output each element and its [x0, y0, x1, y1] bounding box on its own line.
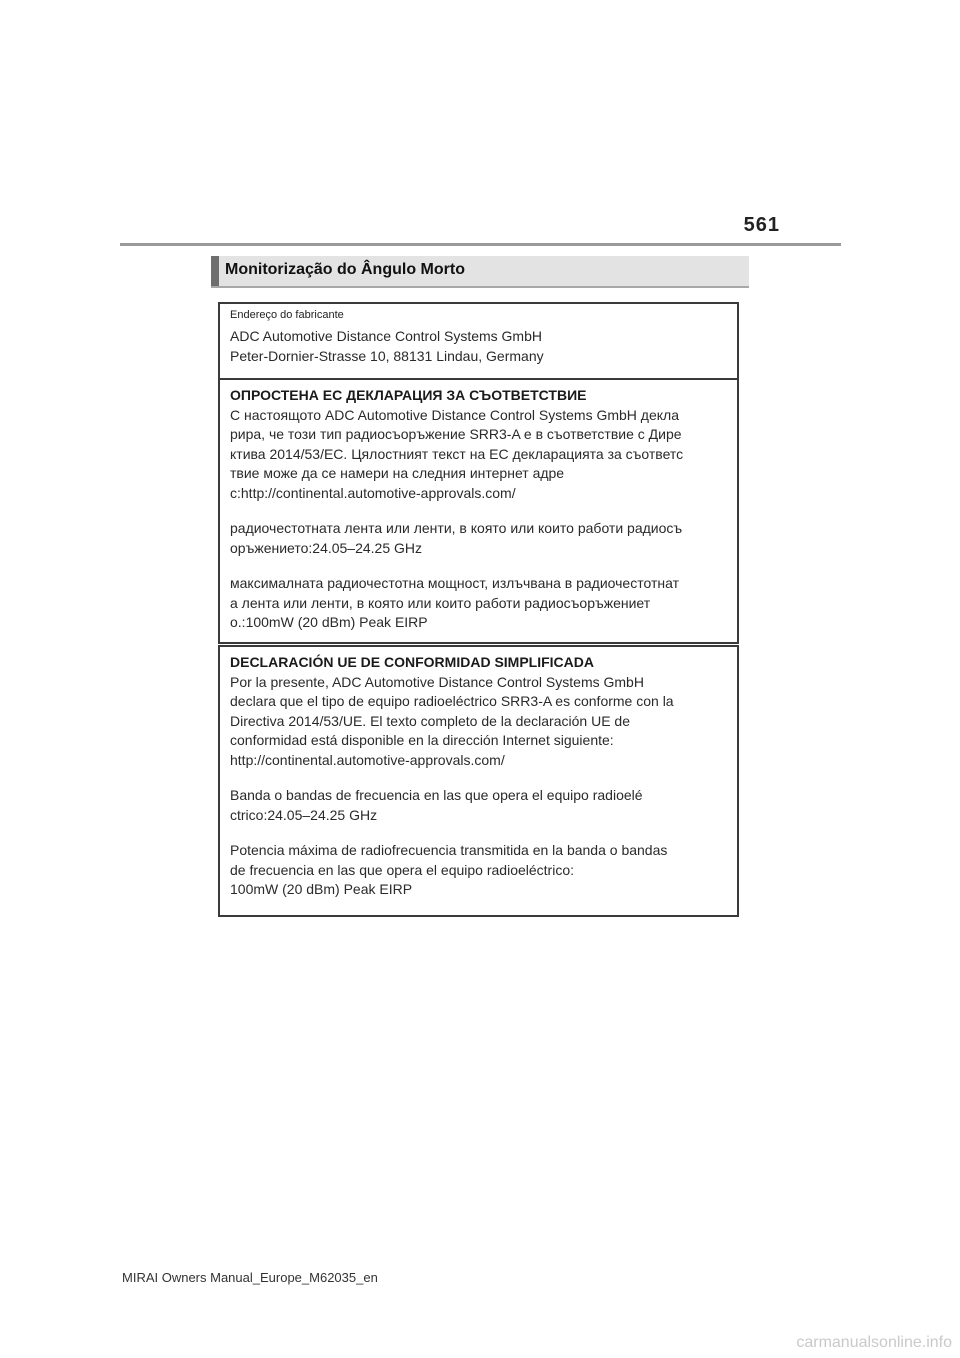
- footer-manual-id: MIRAI Owners Manual_Europe_M62035_en: [122, 1270, 378, 1285]
- manufacturer-label: Endereço do fabricante: [230, 309, 344, 321]
- bulgarian-text-line: максималната радиочестотна мощност, излъчвана в радиочестотнат: [230, 575, 679, 591]
- spanish-heading: DECLARACIÓN UE DE CONFORMIDAD SIMPLIFICADA: [230, 654, 594, 670]
- spanish-text-line: de frecuencia en las que opera el equipo radioeléctrico:: [230, 861, 575, 878]
- bulgarian-heading: ОПРОСТЕНА ЕС ДЕКЛАРАЦИЯ ЗА СЪОТВЕТСТВИЕ: [230, 387, 587, 403]
- section-heading: [211, 256, 749, 288]
- bulgarian-text-line: твие може да се намери на следния интернет адре: [230, 465, 565, 481]
- section-heading-marker: [211, 256, 219, 286]
- manufacturer-line: ADC Automotive Distance Control Systems GmbH: [230, 328, 542, 344]
- bulgarian-text-line: С настоящото ADC Automotive Distance Control Systems GmbH декла: [230, 406, 679, 423]
- spanish-declaration-box: [218, 645, 739, 917]
- spanish-text-line: Por la presente, ADC Automotive Distance Control Systems GmbH: [230, 673, 644, 690]
- bulgarian-text-line: ктива 2014/53/ЕС. Цялостният текст на ЕС декларацията за съответс: [230, 445, 684, 462]
- page-number: 561: [743, 214, 780, 236]
- spanish-text-line: Directiva 2014/53/UE. El texto completo de la declaración UE de: [230, 712, 630, 729]
- manufacturer-box: [218, 302, 739, 380]
- section-title: Monitorização do Ângulo Morto: [225, 261, 465, 278]
- bulgarian-text-line: оръжението:24.05–24.25 GHz: [230, 539, 423, 556]
- bulgarian-text-line: рира, че този тип радиосъоръжение SRR3-A е в съответствие с Дире: [230, 426, 682, 442]
- manufacturer-line: Peter-Dornier-Strasse 10, 88131 Lindau, Germany: [230, 347, 544, 364]
- spanish-text-line: ctrico:24.05–24.25 GHz: [230, 806, 378, 823]
- bulgarian-text-line: с:http://continental.automotive-approvals.com/: [230, 484, 516, 501]
- spanish-text-line: conformidad está disponible en la dirección Internet siguiente:: [230, 732, 614, 748]
- bulgarian-text-line: о.:100mW (20 dBm) Peak EIRP: [230, 614, 428, 630]
- spanish-text-line: declara que el tipo de equipo radioeléctrico SRR3-A es conforme con la: [230, 693, 674, 709]
- spanish-text-line: 100mW (20 dBm) Peak EIRP: [230, 881, 413, 897]
- bulgarian-declaration-box: [218, 378, 739, 644]
- spanish-text-line: Banda o bandas de frecuencia en las que opera el equipo radioelé: [230, 787, 643, 803]
- spanish-text-line: Potencia máxima de radiofrecuencia transmitida en la banda o bandas: [230, 842, 668, 858]
- watermark: carmanualsonline.info: [796, 1334, 952, 1351]
- header-divider: [120, 243, 841, 246]
- bulgarian-text-line: радиочестотната лента или ленти, в която или които работи радиосъ: [230, 520, 683, 536]
- spanish-text-line: http://continental.automotive-approvals.com/: [230, 751, 505, 768]
- bulgarian-text-line: а лента или ленти, в която или които работи радиосъоръжениет: [230, 594, 651, 611]
